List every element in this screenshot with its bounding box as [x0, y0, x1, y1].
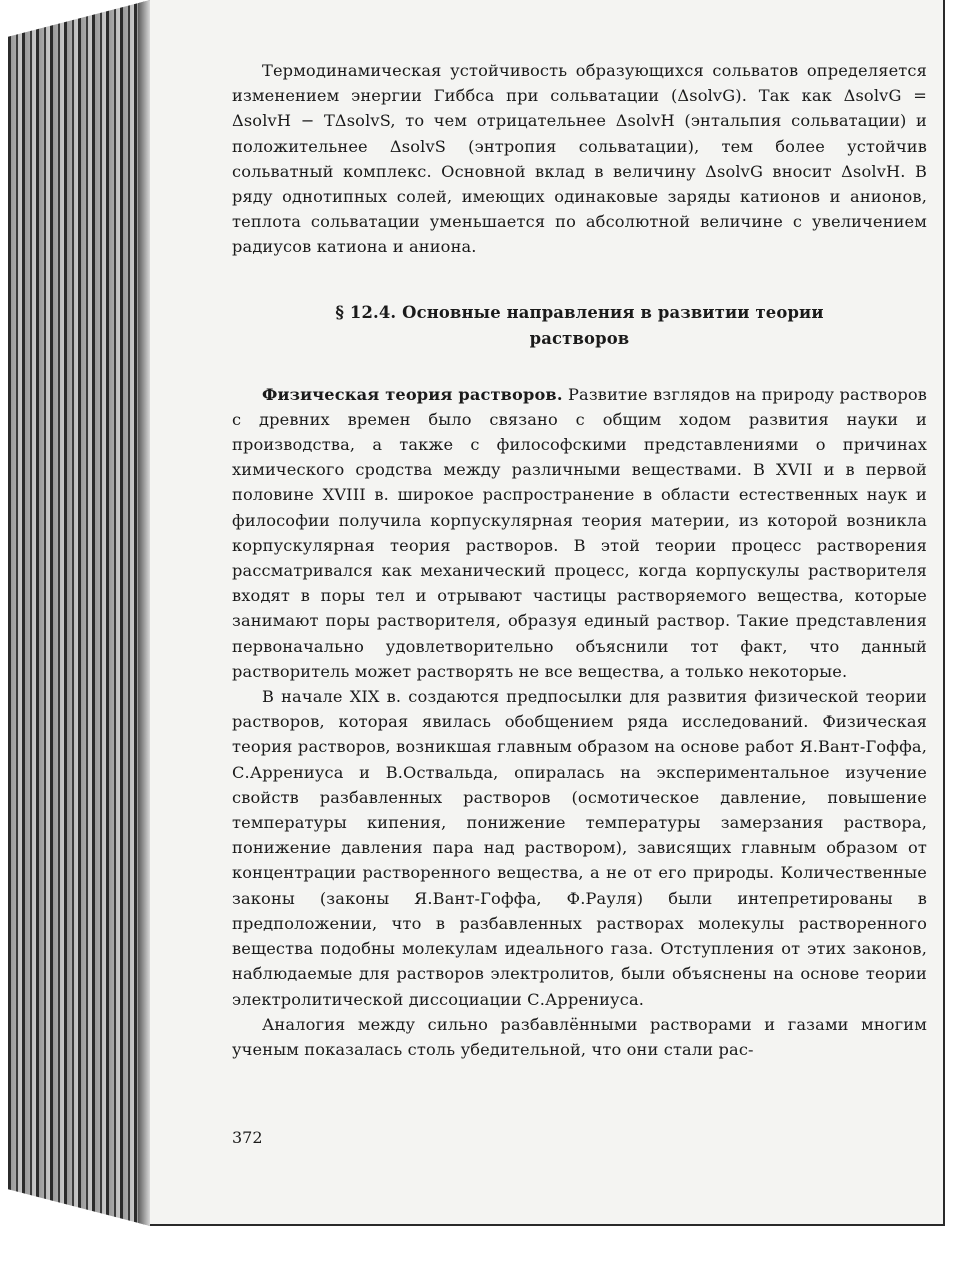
paragraph-nineteenth-century: В начале XIX в. создаются предпосылки для развития физической теории растворов, которая явилась обобщением ряда исследований. Физическая теория растворов, возникшая главным образом на основе работ Я.Вант-Гоффа, С.Аррениуса и В.Оствальда, опиралась на экспериментальное изучение свойств разбавленных растворов (осмотическое давление, повышение температуры кипения, понижение температуры замерзания раствора, понижение давления пара над раствором), зависящих главным образом от концентрации растворенного вещества, а не от его природы. Количественные законы (законы Я.Вант-Гоффа, Ф.Рауля) были интепретированы в предположении, что в разбавленных растворах молекулы растворенного вещества подобны молекулам идеального газа. Отступления от этих законов, наблюдаемые для растворов электролитов, были объяснены на основе теории электролитической диссоциации С.Аррениуса.: [232, 687, 927, 1009]
book-page-edges: [8, 0, 150, 1226]
section-heading-line-2: растворов: [529, 328, 630, 348]
paragraph-analogy: Аналогия между сильно разбавлёнными растворами и газами многим ученым показалась столь убедительной, что они стали рас-: [232, 1014, 927, 1059]
section-heading: [232, 300, 927, 352]
book-page: [150, 0, 945, 1226]
paragraph-lead-term: Физическая теория растворов.: [262, 384, 563, 404]
page-number: 372: [232, 1128, 263, 1147]
page-text: [232, 58, 927, 1062]
paragraph-physical-theory: [232, 382, 927, 684]
paragraph-physical-theory-body: Развитие взглядов на природу растворов с древних времен было связано с общим ходом развития науки и производства, а также с философскими представлениями о причинах химического сродства между различными веществами. В XVII и в первой половине XVIII в. широкое распространение в области естественных наук и философии получила корпускулярная теория материи, из которой возникла корпускулярная теория растворов. В этой теории процесс растворения рассматривался как механический процесс, когда корпускулы растворителя входят в поры тел и отрывают частицы растворяемого вещества, которые занимают поры растворителя, образуя единый раствор. Такие представления первоначально удовлетворительно объяснили тот факт, что данный растворитель может растворять не все вещества, а только некоторые.: [232, 384, 927, 681]
section-heading-line-1: § 12.4. Основные направления в развитии теории: [335, 302, 824, 322]
paragraph-solvation-stability: Термодинамическая устойчивость образующихся сольватов определяется изменением энергии Гиббса при сольватации (ΔsolvG). Так как ΔsolvG = ΔsolvH − TΔsolvS, то чем отрицательнее ΔsolvH (энтальпия сольватации) и положительнее ΔsolvS (энтропия сольватации), тем более устойчив сольватный комплекс. Основной вклад в величину ΔsolvG вносит ΔsolvH. В ряду однотипных солей, имеющих одинаковые заряды катионов и анионов, теплота сольватации уменьшается по абсолютной величине с увеличением радиусов катиона и аниона.: [232, 61, 927, 257]
